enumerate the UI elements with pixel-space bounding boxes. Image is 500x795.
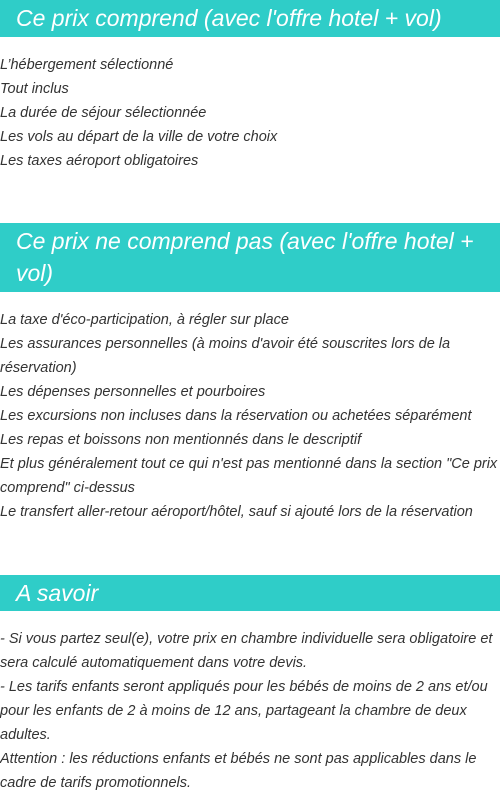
list-item: Les excursions non incluses dans la réservation ou achetées séparément [0,408,472,424]
included-section-title: Ce prix comprend (avec l'offre hotel + vol) [0,0,500,37]
list-item: Les vols au départ de la ville de votre choix [0,129,278,145]
solo-traveler-note: - Si vous partez seul(e), votre prix en chambre individuelle sera obligatoire et sera calculé automatiquement dans votre devis. [0,631,493,671]
not-included-list [0,308,500,524]
not-included-section-title: Ce prix ne comprend pas (avec l'offre hotel + vol) [0,223,500,292]
list-item: Et plus généralement tout ce qui n'est pas mentionné dans la section "Ce prix comprend" ci-dessus [0,456,498,496]
to-know-section-title: A savoir [0,575,500,611]
list-item: La durée de séjour sélectionnée [0,105,207,121]
list-item: Les assurances personnelles (à moins d'avoir été souscrites lors de la réservation) [0,336,451,376]
child-rates-note: - Les tarifs enfants seront appliqués pour les bébés de moins de 2 ans et/ou pour les enfants de 2 à moins de 12 ans, partageant la chambre de deux adultes. [0,679,488,743]
list-item: La taxe d'éco-participation, à régler sur place [0,312,289,328]
list-item: Les taxes aéroport obligatoires [0,153,199,169]
list-item: L’hébergement sélectionné [0,57,174,73]
list-item: Le transfert aller-retour aéroport/hôtel, sauf si ajouté lors de la réservation [0,504,473,520]
list-item: Les dépenses personnelles et pourboires [0,384,266,400]
promo-warning-note: Attention : les réductions enfants et bébés ne sont pas applicables dans le cadre de tarifs promotionnels. [0,751,477,791]
included-list [0,53,500,173]
list-item: Les repas et boissons non mentionnés dans le descriptif [0,432,362,448]
list-item: Tout inclus [0,81,69,97]
to-know-text [0,627,500,795]
